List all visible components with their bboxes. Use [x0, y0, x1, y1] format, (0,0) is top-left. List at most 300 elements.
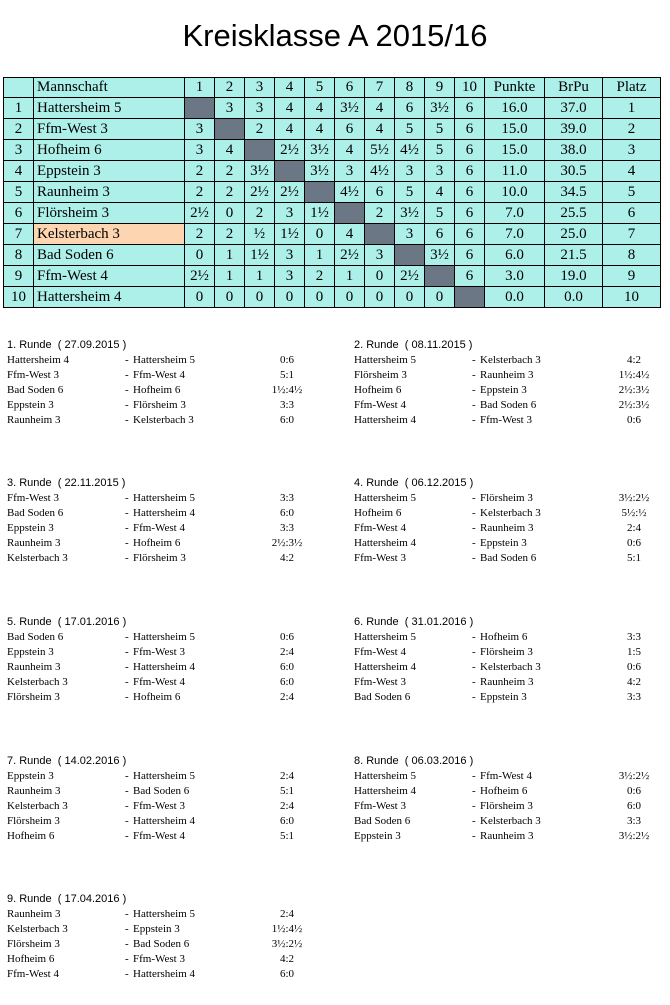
match-row [7, 967, 327, 982]
match-result: 4:2 [279, 552, 295, 564]
away-team: Hattersheim 5 [133, 770, 196, 782]
home-team: Raunheim 3 [7, 537, 61, 549]
score-cell: 3 [395, 224, 425, 245]
match-result: 6:0 [279, 676, 295, 688]
separator: - [472, 691, 476, 703]
score-cell: 3 [275, 245, 305, 266]
match-result: 6:0 [279, 968, 295, 980]
score-cell: 1 [335, 266, 365, 287]
team-name: Flörsheim 3 [34, 203, 185, 224]
away-team: Ffm-West 3 [133, 646, 185, 658]
round-heading: 7. Runde ( 14.02.2016 ) [7, 755, 127, 767]
home-team: Ffm-West 3 [354, 676, 406, 688]
match-row [7, 814, 327, 829]
match-row [7, 769, 327, 784]
away-team: Kelsterbach 3 [480, 354, 541, 366]
score-cell: 3½ [305, 161, 335, 182]
score-cell: 6 [455, 98, 485, 119]
score-cell: 6 [455, 266, 485, 287]
match-result: 2:4 [279, 908, 295, 920]
match-result: 2½:3½ [618, 384, 650, 396]
punkte-cell: 15.0 [485, 140, 545, 161]
match-row [354, 630, 670, 645]
separator: - [125, 384, 129, 396]
score-cell: 5 [425, 203, 455, 224]
home-team: Bad Soden 6 [7, 631, 64, 643]
home-team: Flörsheim 3 [354, 369, 407, 381]
score-cell: 2 [215, 182, 245, 203]
away-team: Ffm-West 3 [133, 800, 185, 812]
match-row [354, 491, 670, 506]
home-team: Bad Soden 6 [354, 691, 411, 703]
score-cell: 0 [425, 287, 455, 308]
match-row [354, 521, 670, 536]
table-row [4, 245, 661, 266]
away-team: Kelsterbach 3 [480, 815, 541, 827]
match-row [7, 907, 327, 922]
score-cell: 2 [245, 119, 275, 140]
match-result: 6:0 [626, 800, 642, 812]
score-cell: 6 [425, 224, 455, 245]
score-cell: 5 [395, 119, 425, 140]
column-header: BrPu [545, 78, 603, 98]
match-row [7, 521, 327, 536]
home-team: Hofheim 6 [354, 384, 402, 396]
match-row [354, 660, 670, 675]
home-team: Ffm-West 3 [354, 552, 406, 564]
home-team: Eppstein 3 [354, 830, 401, 842]
score-cell: 6 [395, 98, 425, 119]
score-cell: 3 [365, 245, 395, 266]
home-team: Kelsterbach 3 [7, 676, 68, 688]
match-row [7, 784, 327, 799]
score-cell: 0 [245, 287, 275, 308]
match-result: 3:3 [279, 399, 295, 411]
home-team: Bad Soden 6 [354, 815, 411, 827]
home-team: Bad Soden 6 [7, 507, 64, 519]
column-header: 4 [275, 78, 305, 98]
diagonal-cell [215, 119, 245, 140]
away-team: Ffm-West 4 [133, 522, 185, 534]
diagonal-cell [425, 266, 455, 287]
round-2 [354, 338, 670, 428]
score-cell: 6 [335, 119, 365, 140]
round-6 [354, 615, 670, 705]
away-team: Ffm-West 4 [133, 676, 185, 688]
score-cell: 1 [305, 245, 335, 266]
brpu-cell: 19.0 [545, 266, 603, 287]
score-cell: 2 [365, 203, 395, 224]
match-row [354, 799, 670, 814]
home-team: Ffm-West 4 [354, 522, 406, 534]
rank-number: 5 [4, 182, 34, 203]
table-row [4, 287, 661, 308]
score-cell: 3 [335, 161, 365, 182]
separator: - [125, 691, 129, 703]
separator: - [125, 522, 129, 534]
score-cell: 4 [275, 119, 305, 140]
away-team: Flörsheim 3 [480, 492, 533, 504]
away-team: Raunheim 3 [480, 522, 534, 534]
column-header: 2 [215, 78, 245, 98]
score-cell: 1½ [305, 203, 335, 224]
round-heading: 9. Runde ( 17.04.2016 ) [7, 893, 127, 905]
match-result: 5½:½ [621, 507, 647, 519]
match-result: 4:2 [279, 953, 295, 965]
score-cell: 2½ [335, 245, 365, 266]
separator: - [472, 507, 476, 519]
platz-cell: 9 [603, 266, 661, 287]
separator: - [125, 354, 129, 366]
match-row [7, 368, 327, 383]
punkte-cell: 16.0 [485, 98, 545, 119]
score-cell: 2 [185, 182, 215, 203]
diagonal-cell [245, 140, 275, 161]
match-result: 3:3 [626, 631, 642, 643]
score-cell: 1 [245, 266, 275, 287]
round-1 [7, 338, 327, 428]
away-team: Kelsterbach 3 [133, 414, 194, 426]
column-header: 8 [395, 78, 425, 98]
match-result: 1½:4½ [271, 384, 303, 396]
separator: - [125, 537, 129, 549]
score-cell: 3 [185, 119, 215, 140]
score-cell: 3½ [425, 98, 455, 119]
match-row [7, 491, 327, 506]
match-row [7, 536, 327, 551]
home-team: Raunheim 3 [7, 661, 61, 673]
score-cell: 3 [275, 266, 305, 287]
punkte-cell: 0.0 [485, 287, 545, 308]
rank-number: 6 [4, 203, 34, 224]
home-team: Kelsterbach 3 [7, 923, 68, 935]
match-result: 3:3 [626, 691, 642, 703]
column-header: 7 [365, 78, 395, 98]
team-name: Hattersheim 4 [34, 287, 185, 308]
table-row [4, 98, 661, 119]
match-row [7, 645, 327, 660]
match-row [354, 675, 670, 690]
score-cell: 4 [305, 119, 335, 140]
home-team: Hofheim 6 [354, 507, 402, 519]
score-cell: 5 [425, 119, 455, 140]
platz-cell: 5 [603, 182, 661, 203]
diagonal-cell [275, 161, 305, 182]
match-row [354, 353, 670, 368]
match-result: 5:1 [626, 552, 642, 564]
home-team: Raunheim 3 [7, 785, 61, 797]
away-team: Hofheim 6 [133, 384, 181, 396]
separator: - [125, 646, 129, 658]
separator: - [125, 953, 129, 965]
match-result: 0:6 [626, 661, 642, 673]
match-row [7, 690, 327, 705]
diagonal-cell [335, 203, 365, 224]
away-team: Flörsheim 3 [480, 646, 533, 658]
page-title: Kreisklasse A 2015/16 [182, 18, 488, 53]
separator: - [472, 661, 476, 673]
match-row [354, 506, 670, 521]
score-cell: 2 [215, 224, 245, 245]
away-team: Hattersheim 5 [133, 631, 196, 643]
separator: - [125, 661, 129, 673]
match-row [354, 690, 670, 705]
diagonal-cell [455, 287, 485, 308]
score-cell: 2 [185, 161, 215, 182]
match-row [7, 799, 327, 814]
round-heading: 8. Runde ( 06.03.2016 ) [354, 755, 474, 767]
score-cell: 6 [455, 161, 485, 182]
brpu-cell: 21.5 [545, 245, 603, 266]
score-cell: 3½ [425, 245, 455, 266]
home-team: Raunheim 3 [7, 908, 61, 920]
score-cell: 0 [185, 287, 215, 308]
score-cell: 4½ [395, 140, 425, 161]
away-team: Hofheim 6 [480, 785, 528, 797]
round-heading: 2. Runde ( 08.11.2015 ) [354, 339, 473, 351]
separator: - [472, 770, 476, 782]
separator: - [125, 399, 129, 411]
platz-cell: 8 [603, 245, 661, 266]
home-team: Hattersheim 5 [354, 631, 417, 643]
match-row [354, 784, 670, 799]
match-result: 4:2 [626, 354, 642, 366]
platz-cell: 7 [603, 224, 661, 245]
score-cell: 5 [395, 182, 425, 203]
separator: - [472, 830, 476, 842]
home-team: Hattersheim 4 [354, 414, 417, 426]
score-cell: 6 [455, 119, 485, 140]
match-row [354, 814, 670, 829]
platz-cell: 1 [603, 98, 661, 119]
separator: - [125, 631, 129, 643]
home-team: Hattersheim 4 [7, 354, 70, 366]
separator: - [125, 908, 129, 920]
match-row [7, 383, 327, 398]
score-cell: 0 [395, 287, 425, 308]
match-row [7, 398, 327, 413]
home-team: Flörsheim 3 [7, 815, 60, 827]
punkte-cell: 10.0 [485, 182, 545, 203]
score-cell: 3 [215, 98, 245, 119]
column-header: 1 [185, 78, 215, 98]
round-7 [7, 754, 327, 844]
team-name: Hofheim 6 [34, 140, 185, 161]
home-team: Ffm-West 3 [7, 492, 59, 504]
away-team: Flörsheim 3 [480, 800, 533, 812]
match-result: 0:6 [626, 414, 642, 426]
away-team: Ffm-West 3 [133, 953, 185, 965]
match-result: 6:0 [279, 815, 295, 827]
separator: - [125, 770, 129, 782]
separator: - [125, 676, 129, 688]
table-row [4, 119, 661, 140]
match-result: 1½:4½ [271, 923, 303, 935]
team-name: Hattersheim 5 [34, 98, 185, 119]
round-heading: 4. Runde ( 06.12.2015 ) [354, 477, 474, 489]
away-team: Hattersheim 4 [133, 507, 196, 519]
away-team: Hattersheim 4 [133, 815, 196, 827]
home-team: Eppstein 3 [7, 646, 54, 658]
column-header: 9 [425, 78, 455, 98]
away-team: Ffm-West 4 [480, 770, 532, 782]
match-result: 5:1 [279, 369, 295, 381]
match-result: 0:6 [279, 631, 295, 643]
away-team: Flörsheim 3 [133, 399, 186, 411]
match-result: 6:0 [279, 661, 295, 673]
match-row [354, 551, 670, 566]
match-result: 5:1 [279, 830, 295, 842]
rank-number: 10 [4, 287, 34, 308]
table-row [4, 161, 661, 182]
home-team: Eppstein 3 [7, 522, 54, 534]
column-header: Platz [603, 78, 661, 98]
separator: - [472, 552, 476, 564]
score-cell: 2½ [185, 203, 215, 224]
brpu-cell: 39.0 [545, 119, 603, 140]
away-team: Hattersheim 4 [133, 661, 196, 673]
score-cell: 2 [215, 161, 245, 182]
team-name: Raunheim 3 [34, 182, 185, 203]
punkte-cell: 3.0 [485, 266, 545, 287]
away-team: Raunheim 3 [480, 676, 534, 688]
match-result: 1½:4½ [618, 369, 650, 381]
match-row [7, 660, 327, 675]
column-header: 3 [245, 78, 275, 98]
score-cell: 4 [335, 224, 365, 245]
separator: - [472, 384, 476, 396]
separator: - [125, 369, 129, 381]
score-cell: 4½ [365, 161, 395, 182]
score-cell: 2½ [275, 182, 305, 203]
separator: - [125, 938, 129, 950]
match-row [7, 937, 327, 952]
rank-number: 2 [4, 119, 34, 140]
round-4 [354, 476, 670, 566]
separator: - [472, 354, 476, 366]
brpu-cell: 0.0 [545, 287, 603, 308]
away-team: Ffm-West 4 [133, 369, 185, 381]
team-name: Kelsterbach 3 [34, 224, 185, 245]
round-8 [354, 754, 670, 844]
match-result: 0:6 [626, 537, 642, 549]
separator: - [125, 968, 129, 980]
away-team: Hattersheim 5 [133, 354, 196, 366]
separator: - [472, 537, 476, 549]
round-heading: 5. Runde ( 17.01.2016 ) [7, 616, 127, 628]
home-team: Hattersheim 4 [354, 785, 417, 797]
away-team: Hofheim 6 [133, 691, 181, 703]
away-team: Hofheim 6 [133, 537, 181, 549]
match-row [354, 413, 670, 428]
score-cell: 3½ [305, 140, 335, 161]
home-team: Eppstein 3 [7, 770, 54, 782]
match-result: 3½:2½ [618, 830, 650, 842]
match-row [7, 952, 327, 967]
score-cell: 4 [275, 98, 305, 119]
match-result: 4:2 [626, 676, 642, 688]
score-cell: 3½ [395, 203, 425, 224]
score-cell: 6 [365, 182, 395, 203]
table-row [4, 140, 661, 161]
score-cell: 3½ [245, 161, 275, 182]
platz-cell: 4 [603, 161, 661, 182]
score-cell: 3 [275, 203, 305, 224]
header-row [4, 78, 661, 98]
match-result: 3½:2½ [271, 938, 303, 950]
home-team: Eppstein 3 [7, 399, 54, 411]
separator: - [125, 492, 129, 504]
score-cell: 0 [185, 245, 215, 266]
team-name: Eppstein 3 [34, 161, 185, 182]
home-team: Ffm-West 4 [354, 646, 406, 658]
score-cell: 3½ [335, 98, 365, 119]
score-cell: 4½ [335, 182, 365, 203]
table-row [4, 182, 661, 203]
score-cell: 4 [305, 98, 335, 119]
score-cell: 2½ [395, 266, 425, 287]
score-cell: 4 [425, 182, 455, 203]
score-cell: 0 [215, 203, 245, 224]
score-cell: 3 [395, 161, 425, 182]
match-row [7, 630, 327, 645]
score-cell: 0 [305, 287, 335, 308]
separator: - [472, 414, 476, 426]
score-cell: 0 [335, 287, 365, 308]
away-team: Raunheim 3 [480, 830, 534, 842]
match-row [354, 368, 670, 383]
score-cell: 1 [215, 245, 245, 266]
round-heading: 6. Runde ( 31.01.2016 ) [354, 616, 474, 628]
column-header: Mannschaft [34, 78, 185, 98]
score-cell: 6 [455, 224, 485, 245]
match-row [354, 398, 670, 413]
home-team: Hattersheim 5 [354, 492, 417, 504]
home-team: Hofheim 6 [7, 830, 55, 842]
score-cell: 1 [215, 266, 245, 287]
table-row [4, 266, 661, 287]
score-cell: 1½ [275, 224, 305, 245]
home-team: Hattersheim 4 [354, 537, 417, 549]
rank-number: 1 [4, 98, 34, 119]
match-result: 6:0 [279, 414, 295, 426]
score-cell: 6 [455, 140, 485, 161]
away-team: Ffm-West 4 [133, 830, 185, 842]
round-5 [7, 615, 327, 705]
separator: - [125, 507, 129, 519]
score-cell: 3 [245, 98, 275, 119]
separator: - [472, 399, 476, 411]
home-team: Flörsheim 3 [7, 938, 60, 950]
separator: - [472, 800, 476, 812]
away-team: Eppstein 3 [480, 537, 527, 549]
score-cell: 5½ [365, 140, 395, 161]
brpu-cell: 25.5 [545, 203, 603, 224]
rank-number: 9 [4, 266, 34, 287]
standings-table [3, 77, 661, 308]
match-result: 3:3 [279, 492, 295, 504]
table-row [4, 224, 661, 245]
match-result: 3½:2½ [618, 770, 650, 782]
score-cell: 3 [185, 140, 215, 161]
match-row [354, 645, 670, 660]
match-result: 0:6 [626, 785, 642, 797]
match-row [354, 383, 670, 398]
separator: - [125, 800, 129, 812]
separator: - [472, 522, 476, 534]
rank-number: 7 [4, 224, 34, 245]
round-3 [7, 476, 327, 566]
